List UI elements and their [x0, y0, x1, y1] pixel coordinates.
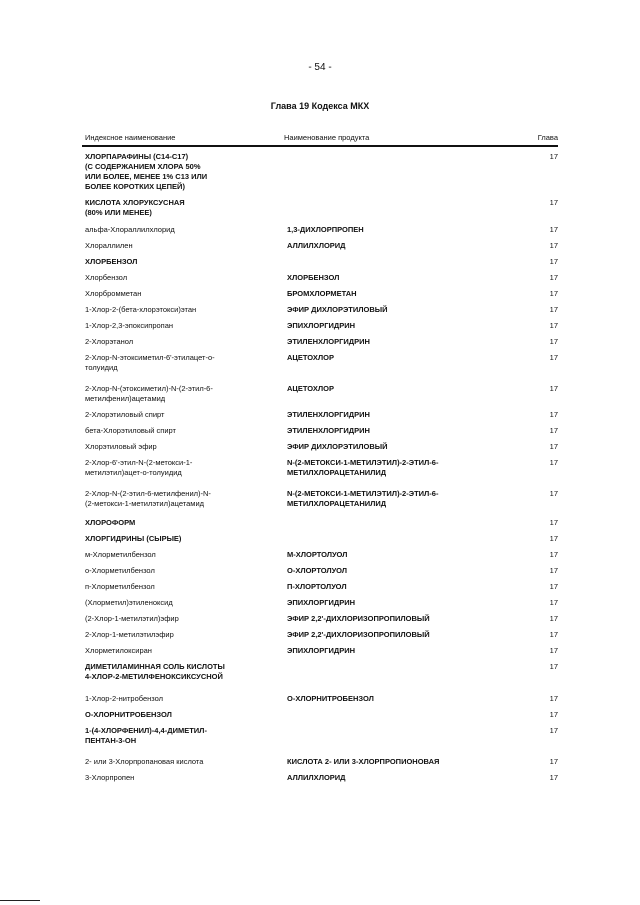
table-row [82, 662, 558, 682]
product-name-cell: ЭТИЛЕНХЛОРГИДРИН [287, 337, 370, 346]
index-name-cell: м-Хлорметилбензол [85, 550, 156, 559]
index-name-cell: 2-Хлор-N-(этоксиметил)-N-(2-этил-6- метилфенил)ацетамид [85, 384, 213, 403]
product-name-cell: АЛЛИЛХЛОРИД [287, 241, 346, 250]
index-name-cell: 1-Хлор-2,3-эпоксипропан [85, 321, 174, 330]
index-name-cell: 3-Хлорпропен [85, 773, 135, 782]
table-row [82, 646, 558, 656]
table-row [82, 305, 558, 315]
index-name-cell: 2-Хлор-N-этоксиметил-6'-этилацет-о- толуидид [85, 353, 215, 372]
index-name-cell: о-Хлорметилбензол [85, 566, 155, 575]
chapter-cell: 17 [549, 582, 558, 591]
chapter-cell: 17 [549, 225, 558, 234]
table-row [82, 273, 558, 283]
product-name-cell: ХЛОРБЕНЗОЛ [287, 273, 340, 282]
chapter-cell: 17 [549, 598, 558, 607]
chapter-cell: 17 [549, 694, 558, 703]
chapter-cell: 17 [549, 426, 558, 435]
chapter-cell: 17 [549, 273, 558, 282]
table-row [82, 582, 558, 592]
product-name-cell: ЭФИР ДИХЛОРЭТИЛОВЫЙ [287, 442, 388, 451]
product-name-cell: ЭПИХЛОРГИДРИН [287, 598, 356, 607]
page-number: - 54 - [308, 62, 332, 73]
index-name-cell: 1-Хлор-2-нитробензол [85, 694, 164, 703]
table-row [82, 458, 558, 478]
table-row [82, 384, 558, 404]
chapter-cell: 17 [549, 662, 558, 671]
index-name-cell: ДИМЕТИЛАМИННАЯ СОЛЬ КИСЛОТЫ 4-ХЛОР-2-МЕТИЛФЕНОКСИКСУСНОЙ [85, 662, 225, 681]
chapter-cell: 17 [549, 241, 558, 250]
table-row [82, 630, 558, 640]
chapter-cell: 17 [549, 321, 558, 330]
product-name-cell: АЦЕТОХЛОР [287, 353, 334, 362]
chapter-cell: 17 [549, 550, 558, 559]
chapter-cell: 17 [549, 630, 558, 639]
chapter-cell: 17 [549, 305, 558, 314]
table-row [82, 598, 558, 608]
index-name-cell: Хлорметилоксиран [85, 646, 152, 655]
product-name-cell: N-(2-МЕТОКСИ-1-МЕТИЛЭТИЛ)-2-ЭТИЛ-6- МЕТИЛХЛОРАЦЕТАНИЛИД [287, 489, 439, 508]
chapter-cell: 17 [549, 757, 558, 766]
index-name-cell: ХЛОРОФОРМ [85, 518, 136, 527]
table-row [82, 550, 558, 560]
table-row [82, 337, 558, 347]
product-name-cell: ЭПИХЛОРГИДРИН [287, 321, 356, 330]
index-name-cell: Хлорэтиловый эфир [85, 442, 157, 451]
chapter-cell: 17 [549, 410, 558, 419]
product-name-cell: АЛЛИЛХЛОРИД [287, 773, 346, 782]
index-name-cell: Хлораллилен [85, 241, 133, 250]
header-product-name: Наименование продукта [284, 133, 370, 142]
table-row [82, 566, 558, 576]
product-name-cell: КИСЛОТА 2- ИЛИ 3-ХЛОРПРОПИОНОВАЯ [287, 757, 440, 766]
table-body [82, 152, 558, 789]
index-name-cell: Хлорбензол [85, 273, 128, 282]
chapter-cell: 17 [549, 337, 558, 346]
index-name-cell: 1-Хлор-2-(бета-хлорэтокси)этан [85, 305, 197, 314]
product-name-cell: БРОМХЛОРМЕТАН [287, 289, 357, 298]
chapter-cell: 17 [549, 726, 558, 735]
chapter-cell: 17 [549, 384, 558, 393]
chapter-cell: 17 [549, 353, 558, 362]
table-row [82, 710, 558, 720]
chapter-cell: 17 [549, 566, 558, 575]
product-name-cell: ЭФИР 2,2'-ДИХЛОРИЗОПРОПИЛОВЫЙ [287, 614, 430, 623]
index-name-cell: 1-(4-ХЛОРФЕНИЛ)-4,4-ДИМЕТИЛ- ПЕНТАН-3-ОН [85, 726, 207, 745]
table-row [82, 152, 558, 192]
product-name-cell: ЭТИЛЕНХЛОРГИДРИН [287, 426, 370, 435]
product-name-cell: П-ХЛОРТОЛУОЛ [287, 582, 347, 591]
table-row [82, 225, 558, 235]
table-row [82, 694, 558, 704]
table-row [82, 489, 558, 509]
index-name-cell: ХЛОРБЕНЗОЛ [85, 257, 138, 266]
table-row [82, 241, 558, 251]
index-name-cell: альфа-Хлораллилхлорид [85, 225, 175, 234]
table-row [82, 426, 558, 436]
index-name-cell: 2-Хлор-N-(2-этил-6-метилфенил)-N- (2-метокси-1-метилэтил)ацетамид [85, 489, 211, 508]
index-name-cell: ХЛОРГИДРИНЫ (СЫРЫЕ) [85, 534, 182, 543]
index-name-cell: (Хлорметил)этиленоксид [85, 598, 173, 607]
table-header [82, 131, 558, 147]
index-name-cell: 2-Хлорэтанол [85, 337, 134, 346]
table-row [82, 518, 558, 528]
product-name-cell: ЭПИХЛОРГИДРИН [287, 646, 356, 655]
index-name-cell: О-ХЛОРНИТРОБЕНЗОЛ [85, 710, 172, 719]
product-name-cell: ЭФИР ДИХЛОРЭТИЛОВЫЙ [287, 305, 388, 314]
chapter-cell: 17 [549, 773, 558, 782]
footer-divider [0, 900, 40, 901]
index-name-cell: 2- или 3-Хлорпропановая кислота [85, 757, 204, 766]
page-title: Глава 19 Кодекса МКХ [270, 101, 370, 111]
table-row [82, 198, 558, 218]
table-row [82, 726, 558, 746]
index-name-cell: 2-Хлорэтиловый спирт [85, 410, 165, 419]
index-name-cell: ХЛОРПАРАФИНЫ (С14-С17) (С СОДЕРЖАНИЕМ ХЛОРА 50% ИЛИ БОЛЕЕ, МЕНЕЕ 1% С13 ИЛИ БОЛЕЕ КОРОТКИХ ЦЕПЕЙ) [85, 152, 208, 191]
chapter-cell: 17 [549, 152, 558, 161]
product-name-cell: 1,3-ДИХЛОРПРОПЕН [287, 225, 364, 234]
chapter-cell: 17 [549, 710, 558, 719]
table-row [82, 353, 558, 373]
product-name-cell: О-ХЛОРНИТРОБЕНЗОЛ [287, 694, 374, 703]
product-name-cell: ЭТИЛЕНХЛОРГИДРИН [287, 410, 370, 419]
chapter-cell: 17 [549, 646, 558, 655]
table-row [82, 257, 558, 267]
table-row [82, 757, 558, 767]
product-name-cell: N-(2-МЕТОКСИ-1-МЕТИЛЭТИЛ)-2-ЭТИЛ-6- МЕТИЛХЛОРАЦЕТАНИЛИД [287, 458, 439, 477]
table-row [82, 614, 558, 624]
index-name-cell: КИСЛОТА ХЛОРУКСУСНАЯ (80% ИЛИ МЕНЕЕ) [85, 198, 185, 217]
index-name-cell: бета-Хлорэтиловый спирт [85, 426, 176, 435]
chapter-cell: 17 [549, 518, 558, 527]
index-name-cell: 2-Хлор-6'-этил-N-(2-метокси-1- метилэтил)ацет-о-толуидид [85, 458, 193, 477]
header-index-name: Индексное наименование [85, 133, 176, 142]
index-name-cell: п-Хлорметилбензол [85, 582, 155, 591]
index-name-cell: 2-Хлор-1-метилэтилэфир [85, 630, 174, 639]
product-name-cell: М-ХЛОРТОЛУОЛ [287, 550, 348, 559]
chapter-cell: 17 [549, 289, 558, 298]
table-row [82, 289, 558, 299]
table-row [82, 442, 558, 452]
chapter-cell: 17 [549, 442, 558, 451]
chapter-cell: 17 [549, 489, 558, 498]
header-chapter: Глава [537, 133, 558, 142]
table-row [82, 773, 558, 783]
product-name-cell: ЭФИР 2,2'-ДИХЛОРИЗОПРОПИЛОВЫЙ [287, 630, 430, 639]
chapter-cell: 17 [549, 198, 558, 207]
product-name-cell: О-ХЛОРТОЛУОЛ [287, 566, 348, 575]
table-row [82, 321, 558, 331]
index-name-cell: (2-Хлор-1-метилэтил)эфир [85, 614, 179, 623]
chapter-cell: 17 [549, 534, 558, 543]
chapter-cell: 17 [549, 257, 558, 266]
index-name-cell: Хлорбромметан [85, 289, 142, 298]
table-row [82, 410, 558, 420]
chapter-cell: 17 [549, 614, 558, 623]
chapter-cell: 17 [549, 458, 558, 467]
product-name-cell: АЦЕТОХЛОР [287, 384, 334, 393]
table-row [82, 534, 558, 544]
